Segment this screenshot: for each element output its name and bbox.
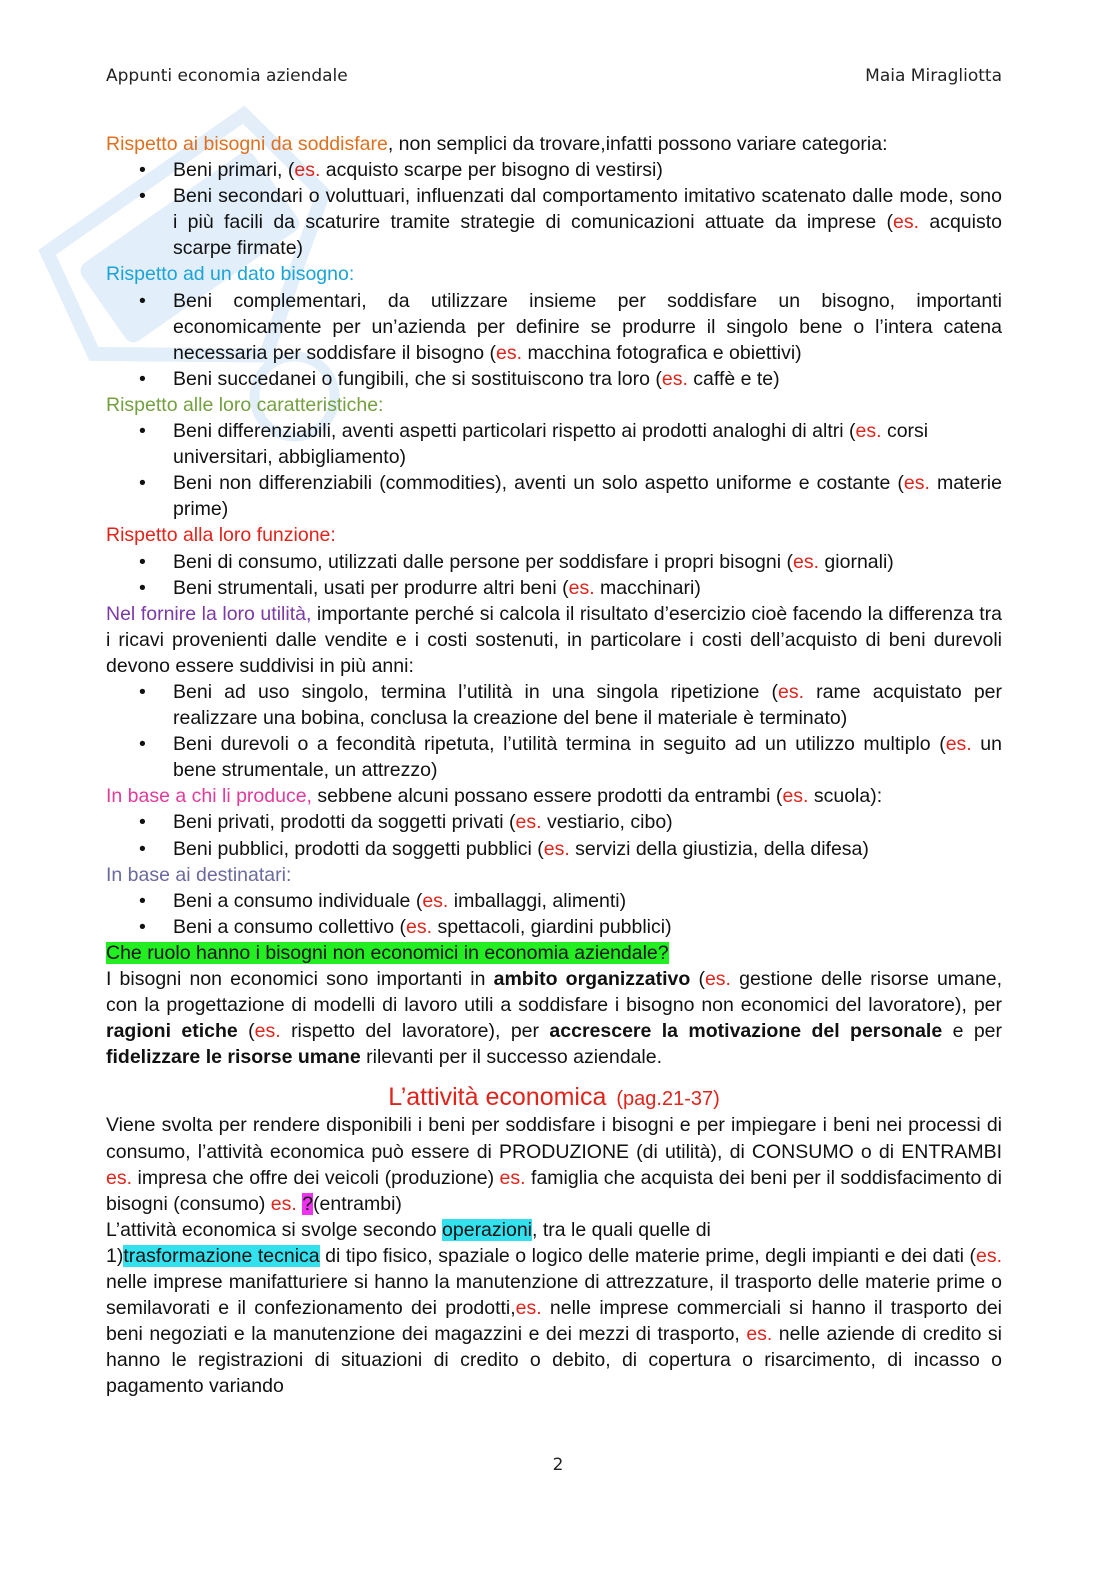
example-tag: es.: [975, 1244, 1002, 1267]
list-item: • Beni a consumo collettivo (es. spettacoli, giardini pubblici): [106, 914, 1002, 940]
question-highlight: Che ruolo hanno i bisogni non economici in economia aziendale?: [106, 941, 669, 964]
example-tag: es.: [515, 1297, 542, 1320]
list-item: • Beni non differenziabili (commodities), aventi un solo aspetto uniforme e costante (es. materie prime): [106, 470, 1002, 522]
example-tag: es.: [254, 1020, 281, 1043]
example-tag: es.: [893, 211, 920, 234]
category-label: Rispetto ai bisogni da soddisfare: [106, 133, 388, 155]
list-item: • Beni a consumo individuale (es. imballaggi, alimenti): [106, 888, 1002, 914]
header-author: Maia Miragliotta: [865, 66, 1002, 86]
section-title: L’attività economica (pag.21-37): [388, 1083, 720, 1112]
category-heading: In base a chi li produce, sebbene alcuni possano essere prodotti da entrambi (es. scuola):: [106, 785, 883, 808]
category-heading: Rispetto ai bisogni da soddisfare, non semplici da trovare,infatti possono variare categoria:: [106, 133, 888, 155]
example-tag: es.: [793, 550, 820, 573]
answer-paragraph: I bisogni non economici sono importanti in ambito organizzativo (es. gestione delle risorse umane, con la progettazione di modelli di lavoro utili a soddisfare i bisogno non economici del lavoratore), per ragioni etiche (es. rispetto del lavoratore), per accrescere la motivazione del personale e per fidelizzare le risorse umane rilevanti per il successo aziendale.: [106, 968, 1003, 1069]
list-item: • Beni strumentali, usati per produrre altri beni (es. macchinari): [106, 575, 1002, 601]
question-paragraph: [106, 940, 1002, 966]
term-highlight: trasformazione tecnica: [123, 1244, 320, 1267]
body-paragraph: Viene svolta per rendere disponibili i beni per soddisfare i bisogni e per impiegare i beni nei processi di consumo, l’attività economica può essere di PRODUZIONE (di utilità), di CONSUMO o di ENTRAMBI es. impresa che offre dei veicoli (produzione) es. famiglia che acquista dei beni per il soddisfacimento di bisogni (consumo) es. ?(entrambi): [106, 1114, 1002, 1215]
example-tag: es.: [294, 159, 321, 182]
list-item: • Beni differenziabili, aventi aspetti particolari rispetto ai prodotti analoghi di altri (es. corsi universitari, abbigliamento): [106, 418, 1002, 470]
example-tag: es.: [704, 968, 731, 990]
example-tag: es.: [496, 341, 523, 364]
example-tag: es.: [903, 472, 930, 495]
example-tag: es.: [661, 367, 688, 390]
list-item: • Beni di consumo, utilizzati dalle persone per soddisfare i propri bisogni (es. giornali): [106, 549, 1002, 575]
category-label: Nel fornire la loro utilità,: [106, 602, 312, 625]
term-highlight: operazioni: [442, 1218, 533, 1241]
bullet-list: [106, 679, 1002, 783]
example-tag: es.: [855, 420, 882, 443]
list-item: • Beni pubblici, prodotti da soggetti pubblici (es. servizi della giustizia, della difesa): [106, 836, 1002, 862]
example-tag: es.: [406, 915, 433, 938]
category-label: In base a chi li produce,: [106, 785, 312, 808]
example-tag: es.: [782, 785, 809, 808]
bullet-list: [106, 418, 1002, 522]
category-label: Rispetto alla loro funzione:: [106, 524, 336, 547]
bullet-list: [106, 157, 1002, 261]
list-item: • Beni ad uso singolo, termina l’utilità in una singola ripetizione (es. rame acquistato per realizzare una bobina, conclusa la creazione del bene il materiale è terminato): [106, 679, 1002, 731]
bullet-list: [106, 549, 1002, 601]
question-mark-highlight: ?: [302, 1192, 314, 1215]
example-tag: es.: [499, 1166, 526, 1189]
body-paragraph: 1)trasformazione tecnica di tipo fisico, spaziale o logico delle materie prime, degli impianti e dei dati (es. nelle imprese manifatturiere si hanno la manutenzione di attrezzature, il trasporto delle materie prime o semilavorati e il confezionamento dei prodotti,es. nelle imprese commerciali si hanno il trasporto dei beni negoziati e la manutenzione dei magazzini e dei mezzi di trasporto, es. nelle aziende di credito si hanno le registrazioni di situazioni di credito o debito, di copertura o risarcimento, di incasso o pagamento variando: [106, 1244, 1003, 1398]
page-body: [106, 131, 1002, 1400]
list-item: • Beni durevoli o a fecondità ripetuta, l’utilità termina in seguito ad un utilizzo multiplo (es. un bene strumentale, un attrezzo): [106, 731, 1002, 783]
example-tag: es.: [746, 1323, 773, 1346]
bullet-list: [106, 888, 1002, 940]
page-number: 2: [552, 1455, 564, 1475]
example-tag: es.: [422, 889, 449, 912]
example-tag: es.: [270, 1192, 297, 1215]
bullet-list: [106, 288, 1002, 392]
category-heading: Nel fornire la loro utilità, importante perché si calcola il risultato d’esercizio cioè facendo la differenza tra i ricavi provenienti dalle vendite e i costi sostenuti, in particolare i costi dell’acquisto di beni durevoli devono essere suddivisi in più anni:: [106, 602, 1002, 677]
list-item: • Beni privati, prodotti da soggetti privati (es. vestiario, cibo): [106, 809, 1002, 835]
example-tag: es.: [543, 837, 570, 860]
category-label: In base ai destinatari:: [106, 863, 292, 886]
category-label: Rispetto ad un dato bisogno:: [106, 263, 355, 286]
example-tag: es.: [945, 733, 972, 756]
category-label: Rispetto alle loro caratteristiche:: [106, 393, 384, 416]
example-tag: es.: [778, 680, 805, 703]
bullet-list: [106, 809, 1002, 861]
body-paragraph: L’attività economica si svolge secondo operazioni, tra le quali quelle di: [106, 1218, 711, 1241]
list-item: • Beni primari, (es. acquisto scarpe per bisogno di vestirsi): [106, 157, 1002, 183]
example-tag: es.: [568, 576, 595, 599]
example-tag: es.: [515, 811, 542, 834]
list-item: • Beni complementari, da utilizzare insieme per soddisfare un bisogno, importanti economicamente per un’azienda per definire se produrre il singolo bene o l’intera catena necessaria per soddisfare il bisogno (es. macchina fotografica e obiettivi): [106, 288, 1002, 366]
section-page-ref: (pag.21-37): [616, 1088, 720, 1111]
list-item: • Beni secondari o voluttuari, influenzati dal comportamento imitativo scatenato dalle mode, sono i più facili da scaturire tramite strategie di comunicazioni attuate da imprese (es. acquisto scarpe firmate): [106, 183, 1002, 261]
header-title: Appunti economia aziendale: [106, 66, 348, 86]
example-tag: es.: [106, 1166, 133, 1189]
list-item: • Beni succedanei o fungibili, che si sostituiscono tra loro (es. caffè e te): [106, 366, 1002, 392]
